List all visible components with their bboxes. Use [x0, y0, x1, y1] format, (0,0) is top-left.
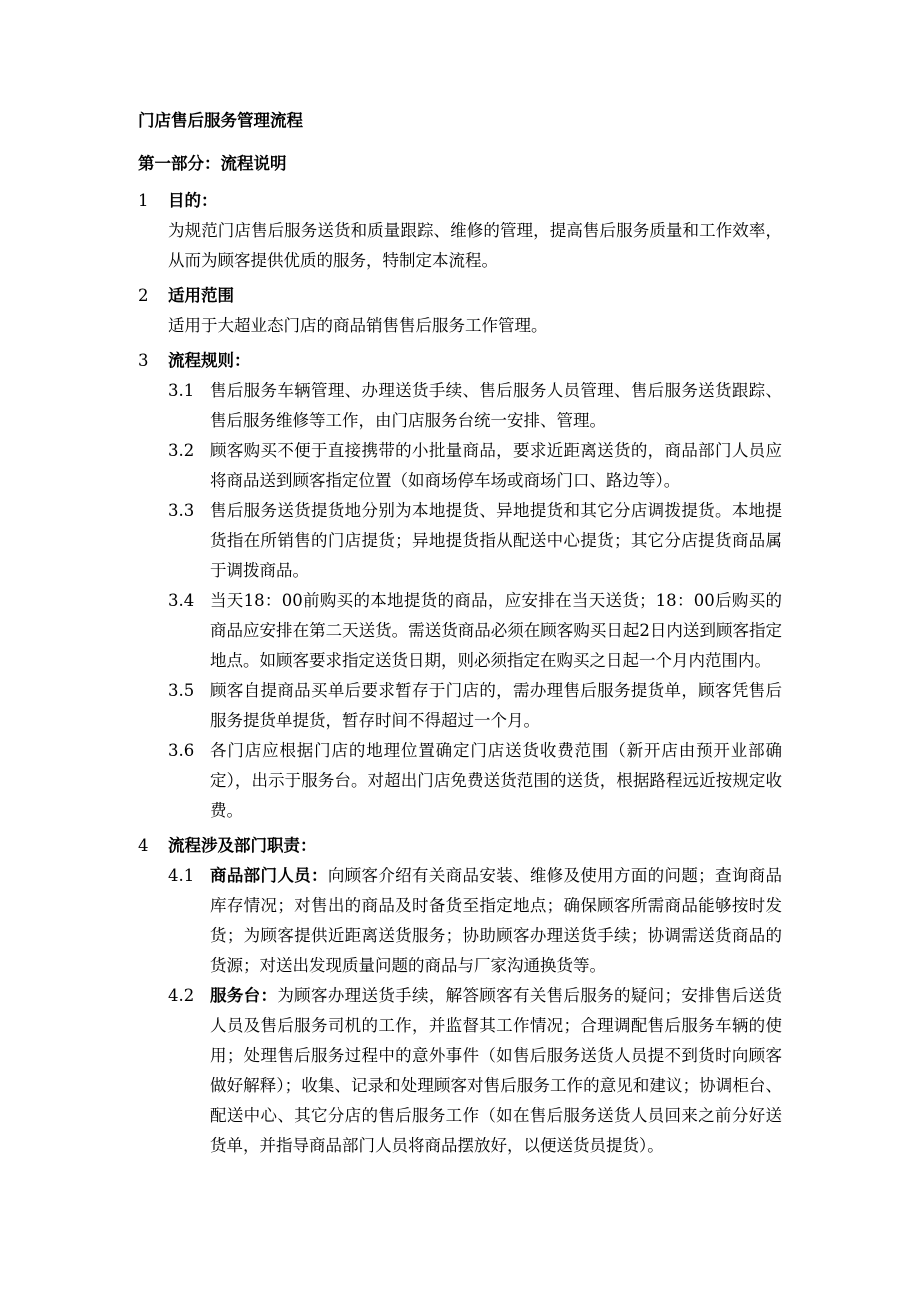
duty-role-label: 服务台： [210, 986, 278, 1005]
duty-text: 为顾客办理送货手续，解答顾客有关售后服务的疑问；安排售后送货人员及售后服务司机的工作，并监督其工作情况；合理调配售后服务车辆的使用；处理售后服务过程中的意外事件（如售后服务送货人员提不到货时向顾客做好解释）；收集、记录和处理顾客对售后服务工作的意见和建议；协调柜台、配送中心、其它分店的售后服务工作（如在售后服务送货人员回来之前分好送货单，并指导商品部门人员将商品摆放好，以便送货员提货）。 [210, 986, 783, 1155]
duty-item-4-2 [168, 981, 782, 1161]
rule-number: 3.2 [168, 441, 195, 460]
rule-text: 顾客自提商品买单后要求暂存于门店的，需办理售后服务提货单，顾客凭售后服务提货单提货，暂存时间不得超过一个月。 [210, 681, 782, 730]
section-rules [138, 346, 782, 826]
rule-item-3-5 [168, 676, 782, 736]
rule-item-3-1 [168, 376, 782, 436]
rule-number: 3.1 [168, 381, 195, 400]
section-heading [138, 346, 782, 376]
rule-number: 3.3 [168, 501, 195, 520]
rule-number: 3.6 [168, 741, 195, 760]
document-title: 门店售后服务管理流程 [138, 111, 303, 130]
section-heading [138, 186, 782, 216]
rule-item-3-6 [168, 736, 782, 826]
section-title: 适用范围 [168, 286, 234, 305]
section-number: 2 [138, 286, 149, 305]
rule-item-3-4 [168, 586, 782, 676]
section-duties [138, 831, 782, 1161]
rule-text: 顾客购买不便于直接携带的小批量商品，要求近距离送货的，商品部门人员应将商品送到顾客指定位置（如商场停车场或商场门口、路边等）。 [210, 441, 782, 490]
section-heading [138, 281, 782, 311]
rule-text: 售后服务送货提货地分别为本地提货、异地提货和其它分店调拨提货。本地提货指在所销售的门店提货；异地提货指从配送中心提货；其它分店提货商品属于调拨商品。 [210, 501, 782, 580]
rule-text: 当天18：00前购买的本地提货的商品，应安排在当天送货；18：00后购买的商品应安排在第二天送货。需送货商品必须在顾客购买日起2日内送到顾客指定地点。如顾客要求指定送货日期，则必须指定在购买之日起一个月内范围内。 [210, 591, 782, 670]
duty-number: 4.2 [168, 986, 195, 1005]
duty-role-label: 商品部门人员： [210, 866, 328, 885]
duty-text-block [210, 981, 782, 1161]
section-scope [138, 281, 782, 341]
rule-number: 3.4 [168, 591, 195, 610]
duty-text-block [210, 861, 782, 981]
section-number: 4 [138, 836, 149, 855]
rule-item-3-2 [168, 436, 782, 496]
rule-text: 售后服务车辆管理、办理送货手续、售后服务人员管理、售后服务送货跟踪、售后服务维修等工作，由门店服务台统一安排、管理。 [210, 381, 782, 430]
section-title: 目的： [168, 191, 218, 210]
section-title: 流程规则： [168, 351, 251, 370]
section-body-paragraph: 适用于大超业态门店的商品销售售后服务工作管理。 [168, 316, 548, 335]
duty-text: 向顾客介绍有关商品安装、维修及使用方面的问题；查询商品库存情况；对售出的商品及时备货至指定地点；确保顾客所需商品能够按时发货；为顾客提供近距离送货服务；协助顾客办理送货手续；协调需送货商品的货源；对送出发现质量问题的商品与厂家沟通换货等。 [210, 866, 783, 975]
section-body-paragraph: 为规范门店售后服务送货和质量跟踪、维修的管理，提高售后服务质量和工作效率，从而为顾客提供优质的服务，特制定本流程。 [168, 221, 782, 270]
section-purpose [138, 186, 782, 276]
duty-number: 4.1 [168, 866, 195, 885]
section-heading [138, 831, 782, 861]
section-number: 1 [138, 191, 149, 210]
part-heading: 第一部分：流程说明 [138, 154, 287, 173]
rule-item-3-3 [168, 496, 782, 586]
duty-item-4-1 [168, 861, 782, 981]
section-number: 3 [138, 351, 149, 370]
rule-number: 3.5 [168, 681, 195, 700]
section-title: 流程涉及部门职责： [168, 836, 317, 855]
rule-text: 各门店应根据门店的地理位置确定门店送货收费范围（新开店由预开业部确定），出示于服务台。对超出门店免费送货范围的送货，根据路程远近按规定收费。 [210, 741, 782, 820]
